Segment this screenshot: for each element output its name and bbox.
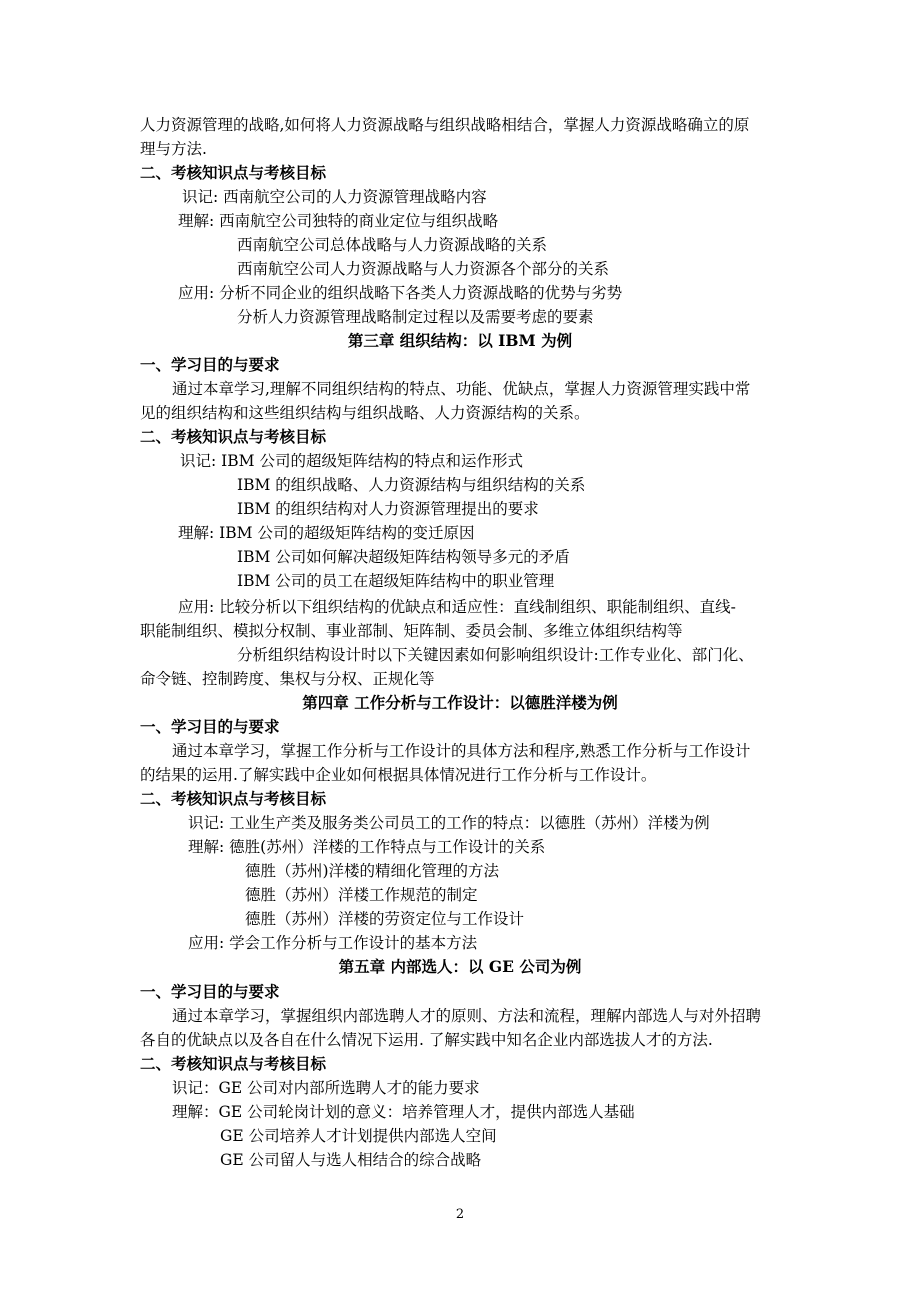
ch2-understand-1: 理解: 西南航空公司独特的商业定位与组织战略	[178, 212, 499, 230]
ch4-goals-1: 通过本章学习，掌握工作分析与工作设计的具体方法和程序,熟悉工作分析与工作设计	[172, 742, 751, 760]
ch3-recall-1: 识记: IBM 公司的超级矩阵结构的特点和运作形式	[180, 452, 523, 470]
page-number: 2	[455, 1207, 465, 1222]
intro-line-1: 人力资源管理的战略,如何将人力资源战略与组织战略相结合，掌握人力资源战略确立的原	[140, 116, 750, 134]
ch3-understand-2: IBM 公司如何解决超级矩阵结构领导多元的矛盾	[237, 548, 570, 566]
ch2-recall: 识记: 西南航空公司的人力资源管理战略内容	[182, 188, 487, 206]
ch2-understand-3: 西南航空公司人力资源战略与人力资源各个部分的关系	[237, 260, 610, 278]
ch5-understand-3: GE 公司留人与选人相结合的综合战略	[220, 1151, 482, 1169]
ch3-recall-3: IBM 的组织结构对人力资源管理提出的要求	[237, 500, 539, 518]
ch5-goals-heading: 一、学习目的与要求	[140, 982, 280, 1001]
ch2-understand-2: 西南航空公司总体战略与人力资源战略的关系	[237, 236, 548, 254]
ch3-apply-1: 应用: 比较分析以下组织结构的优缺点和适应性：直线制组织、职能制组织、直线-	[178, 598, 736, 616]
ch2-assessment-heading: 二、考核知识点与考核目标	[140, 163, 327, 182]
ch4-goals-heading: 一、学习目的与要求	[140, 717, 280, 736]
ch3-goals-2: 见的组织结构和这些组织结构与组织战略、人力资源结构的关系。	[140, 404, 590, 422]
ch2-apply-2: 分析人力资源管理战略制定过程以及需要考虑的要素	[237, 308, 594, 326]
ch3-assessment-heading: 二、考核知识点与考核目标	[140, 427, 327, 446]
chapter3-title: 第三章 组织结构：以 IBM 为例	[347, 331, 573, 350]
ch5-understand-1: 理解：GE 公司轮岗计划的意义：培养管理人才，提供内部选人基础	[172, 1103, 635, 1121]
chapter5-title: 第五章 内部选人：以 GE 公司为例	[338, 957, 582, 976]
ch5-understand-2: GE 公司培养人才计划提供内部选人空间	[220, 1127, 497, 1145]
ch4-goals-2: 的结果的运用.了解实践中企业如何根据具体情况进行工作分析与工作设计。	[140, 766, 657, 784]
ch3-goals-heading: 一、学习目的与要求	[140, 355, 280, 374]
ch4-assessment-heading: 二、考核知识点与考核目标	[140, 789, 327, 808]
ch3-recall-2: IBM 的组织战略、人力资源结构与组织结构的关系	[237, 476, 586, 494]
ch4-apply: 应用: 学会工作分析与工作设计的基本方法	[188, 934, 478, 952]
ch3-apply-2: 职能制组织、模拟分权制、事业部制、矩阵制、委员会制、多维立体组织结构等	[140, 622, 683, 640]
ch5-recall: 识记：GE 公司对内部所选聘人才的能力要求	[172, 1079, 480, 1097]
ch3-apply-3: 分析组织结构设计时以下关键因素如何影响组织设计:工作专业化、部门化、	[237, 646, 754, 664]
ch4-recall: 识记: 工业生产类及服务类公司员工的工作的特点：以德胜（苏州）洋楼为例	[188, 814, 710, 832]
ch4-understand-1: 理解: 德胜(苏州）洋楼的工作特点与工作设计的关系	[188, 838, 546, 856]
intro-line-2: 理与方法.	[140, 140, 207, 158]
ch3-understand-3: IBM 公司的员工在超级矩阵结构中的职业管理	[237, 572, 555, 590]
ch5-goals-2: 各自的优缺点以及各自在什么情况下运用. 了解实践中知名企业内部选拔人才的方法.	[140, 1031, 713, 1049]
ch2-apply-1: 应用: 分析不同企业的组织战略下各类人力资源战略的优势与劣势	[178, 284, 623, 302]
chapter4-title: 第四章 工作分析与工作设计：以德胜洋楼为例	[302, 693, 618, 712]
ch5-assessment-heading: 二、考核知识点与考核目标	[140, 1054, 327, 1073]
ch4-understand-3: 德胜（苏州）洋楼工作规范的制定	[245, 886, 478, 904]
ch3-apply-4: 命令链、控制跨度、集权与分权、正规化等	[140, 670, 435, 688]
ch5-goals-1: 通过本章学习，掌握组织内部选聘人才的原则、方法和流程，理解内部选人与对外招聘	[172, 1007, 762, 1025]
ch3-understand-1: 理解: IBM 公司的超级矩阵结构的变迁原因	[178, 524, 475, 542]
ch4-understand-4: 德胜（苏州）洋楼的劳资定位与工作设计	[245, 910, 525, 928]
ch4-understand-2: 德胜（苏州)洋楼的精细化管理的方法	[245, 862, 500, 880]
ch3-goals-1: 通过本章学习,理解不同组织结构的特点、功能、优缺点，掌握人力资源管理实践中常	[172, 380, 751, 398]
